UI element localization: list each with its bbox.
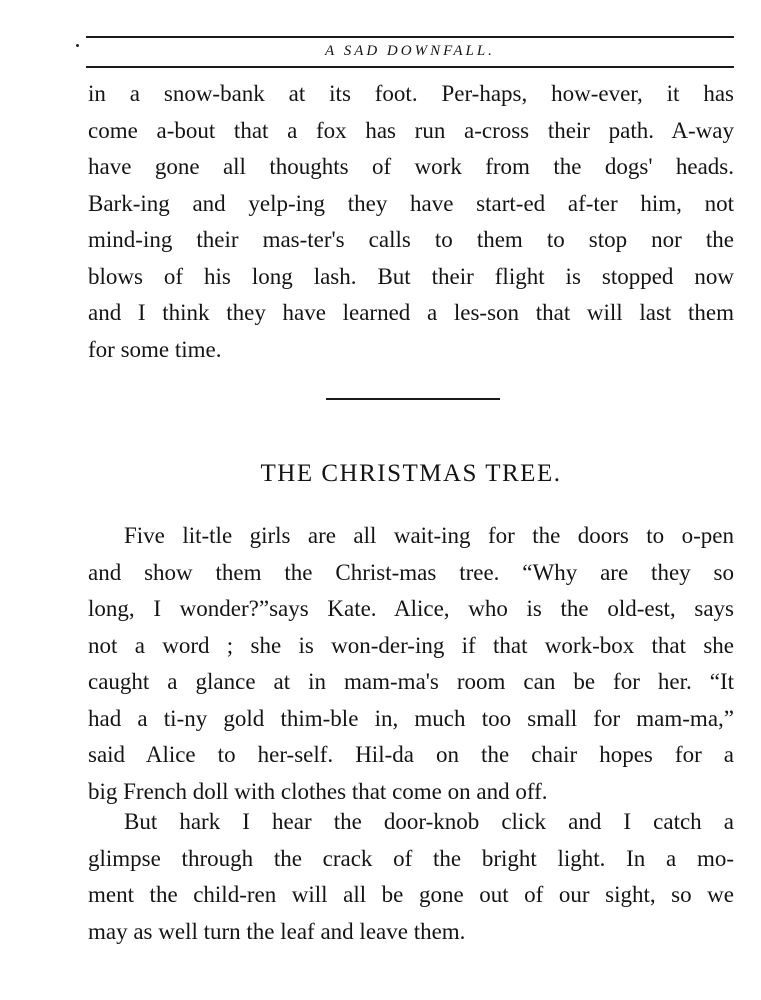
top-paragraph (88, 76, 734, 368)
text-line: and I think they have learned a les-son that will last them (88, 300, 734, 325)
text-line: long, I wonder?”says Kate. Alice, who is the old-est, says (88, 596, 734, 621)
margin-dot (76, 44, 79, 47)
text-line: caught a glance at in mam-ma's room can be for her. “It (88, 669, 734, 694)
header-rule-bottom (86, 66, 734, 68)
section-separator-rule (326, 398, 500, 400)
section-title: THE CHRISTMAS TREE. (260, 460, 562, 487)
text-line: mind-ing their mas-ter's calls to them to stop nor the (88, 227, 734, 252)
text-line: not a word ; she is won-der-ing if that work-box that she (88, 632, 734, 658)
text-line: Five lit-tle girls are all wait-ing for the doors to o-pen (124, 523, 734, 548)
text-line: may as well turn the leaf and leave them. (88, 918, 466, 944)
text-line: for some time. (88, 336, 222, 362)
text-line: said Alice to her-self. Hil-da on the chair hopes for a (88, 742, 734, 767)
paragraph-two (88, 518, 734, 810)
text-line: and show them the Christ-mas tree. “Why are they so (88, 559, 734, 585)
text-line: in a snow-bank at its foot. Per-haps, how-ever, it has (88, 81, 734, 106)
running-head: A SAD DOWNFALL. (325, 43, 495, 59)
text-line: had a ti-ny gold thim-ble in, much too small for mam-ma,” (88, 705, 734, 731)
text-line: But hark I hear the door-knob click and I catch a (124, 809, 734, 834)
text-line: glimpse through the crack of the bright light. In a mo- (88, 845, 734, 871)
text-line: blows of his long lash. But their flight is stopped now (88, 263, 734, 289)
text-line: have gone all thoughts of work from the dogs' heads. (88, 154, 734, 179)
header-rule-top (86, 36, 734, 38)
text-line: big French doll with clothes that come on and off. (88, 778, 548, 804)
text-line: ment the child-ren will all be gone out of our sight, so we (88, 882, 734, 907)
paragraph-three (88, 804, 734, 950)
text-line: Bark-ing and yelp-ing they have start-ed af-ter him, not (88, 190, 734, 216)
text-line: come a-bout that a fox has run a-cross their path. A-way (88, 117, 734, 143)
